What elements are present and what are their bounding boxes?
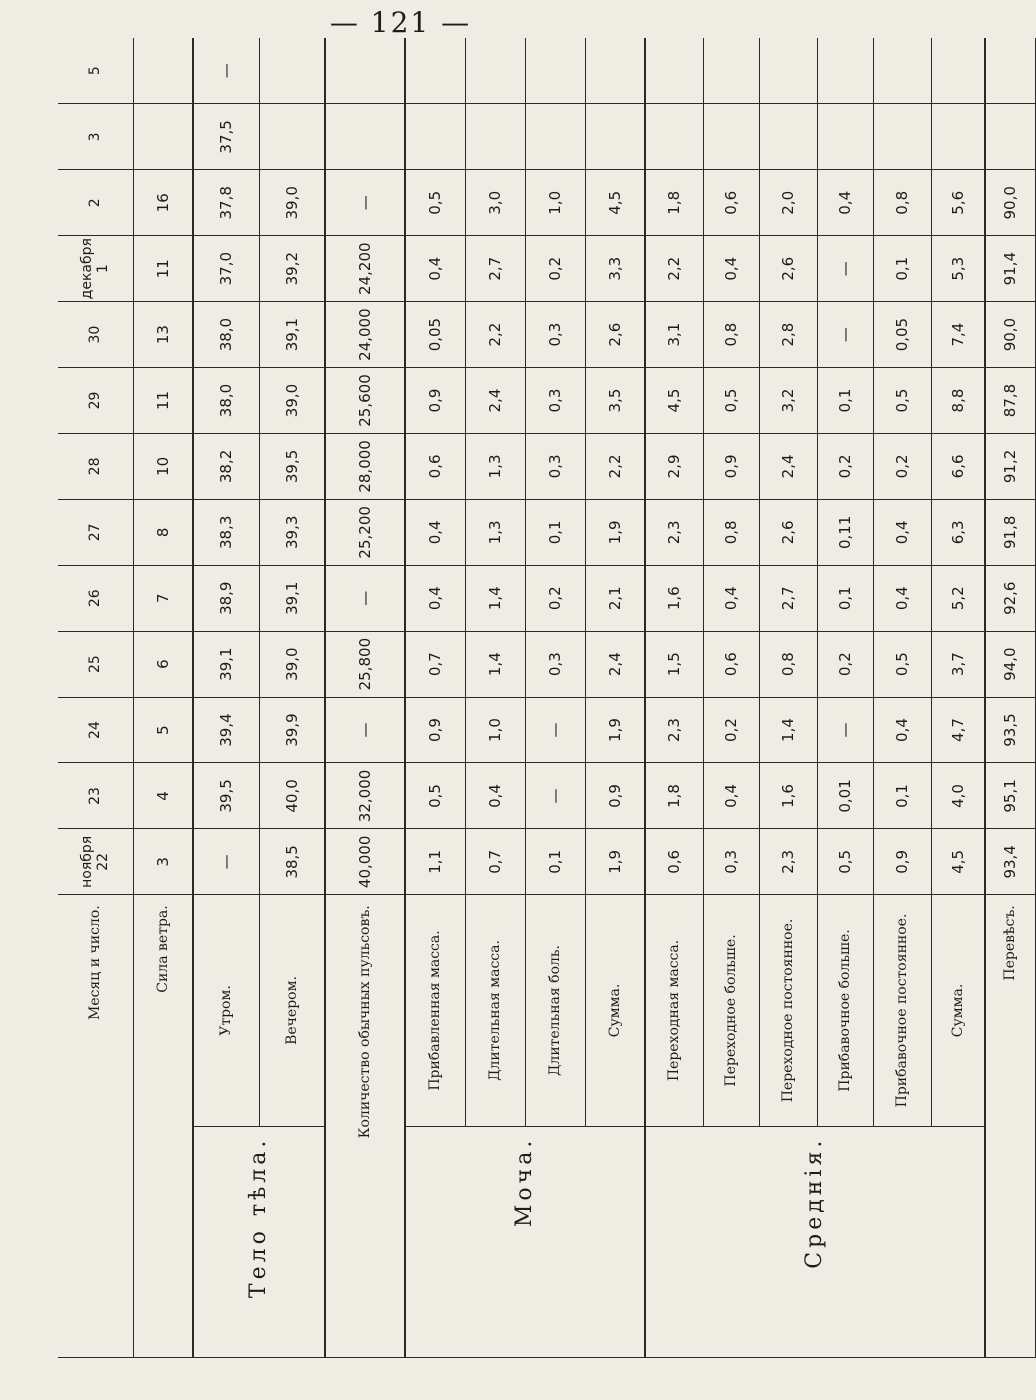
urine-cell	[525, 38, 585, 104]
stool-cell: 0,4	[873, 499, 931, 565]
urine-cell: 0,4	[405, 236, 465, 302]
stool-cell: 1,6	[759, 763, 817, 829]
stool-cell: 0,5	[873, 368, 931, 434]
ratio-cell	[985, 38, 1035, 104]
stool-cell: 5,6	[931, 170, 985, 236]
stool-cell: 0,1	[817, 368, 873, 434]
urine-cell	[405, 38, 465, 104]
stool-cell: 2,4	[759, 433, 817, 499]
stool-cell: 2,8	[759, 302, 817, 368]
pulse-cell: 24,200	[325, 236, 405, 302]
wind-cell: 10	[133, 433, 193, 499]
urine-cell: 1,3	[465, 433, 525, 499]
stool-row-label: Прибавочное постоянное.	[873, 895, 931, 1126]
urine-cell	[465, 38, 525, 104]
urine-cell: 0,3	[525, 302, 585, 368]
stool-cell: 0,8	[759, 631, 817, 697]
stool-cell	[703, 38, 759, 104]
body-cell: 39,0	[259, 170, 325, 236]
pulse-cell: 24,000	[325, 302, 405, 368]
body-cell: —	[193, 829, 259, 895]
pulse-cell	[325, 104, 405, 170]
pulse-cell: 25,600	[325, 368, 405, 434]
body-cell: 38,5	[259, 829, 325, 895]
ratio-cell: 93,4	[985, 829, 1035, 895]
body-cell: 37,5	[193, 104, 259, 170]
stool-cell: 0,2	[817, 433, 873, 499]
stool-cell: 0,9	[873, 829, 931, 895]
urine-cell: 0,9	[405, 697, 465, 763]
stool-cell: 0,1	[817, 565, 873, 631]
wind-cell: 3	[133, 829, 193, 895]
stool-cell: 2,2	[645, 236, 703, 302]
urine-cell	[465, 104, 525, 170]
stool-cell	[645, 38, 703, 104]
body-cell: 39,0	[259, 631, 325, 697]
urine-cell: 2,2	[465, 302, 525, 368]
stool-cell: 0,4	[703, 565, 759, 631]
stool-cell: 0,05	[873, 302, 931, 368]
stool-cell: 5,3	[931, 236, 985, 302]
stool-cell: 0,4	[873, 697, 931, 763]
pulse-cell: 28,000	[325, 433, 405, 499]
stool-cell: 0,5	[873, 631, 931, 697]
date-cell: ноября 22	[58, 829, 133, 895]
stool-cell: 0,3	[703, 829, 759, 895]
date-cell: 25	[58, 631, 133, 697]
stool-cell	[645, 104, 703, 170]
stool-row-label: Переходное больше.	[703, 895, 759, 1126]
date-cell: 27	[58, 499, 133, 565]
page-number: — 121 —	[329, 6, 472, 39]
urine-cell: 0,7	[465, 829, 525, 895]
stool-cell: 1,5	[645, 631, 703, 697]
stool-cell: 2,3	[759, 829, 817, 895]
date-cell: 28	[58, 433, 133, 499]
urine-cell: 1,9	[585, 829, 645, 895]
wind-cell: 11	[133, 236, 193, 302]
urine-cell: 1,4	[465, 565, 525, 631]
date-label: Месяц и число.	[58, 895, 133, 1358]
stool-cell: 1,4	[759, 697, 817, 763]
date-cell: декабря 1	[58, 236, 133, 302]
date-cell: 5	[58, 38, 133, 104]
urine-cell: 0,5	[405, 170, 465, 236]
stool-cell: 2,3	[645, 499, 703, 565]
date-cell: 2	[58, 170, 133, 236]
urine-cell: 1,1	[405, 829, 465, 895]
stool-cell: 4,0	[931, 763, 985, 829]
wind-cell	[133, 104, 193, 170]
ratio-cell: 93,5	[985, 697, 1035, 763]
urine-cell: 0,4	[405, 499, 465, 565]
body-cell: 38,0	[193, 368, 259, 434]
ratio-cell: 94,0	[985, 631, 1035, 697]
stool-cell: 0,1	[873, 763, 931, 829]
urine-group-label	[405, 1126, 645, 1357]
urine-cell: 0,6	[405, 433, 465, 499]
wind-cell: 13	[133, 302, 193, 368]
urine-cell: 0,5	[405, 763, 465, 829]
body-cell: 39,9	[259, 697, 325, 763]
urine-cell: 0,2	[525, 565, 585, 631]
stool-cell	[817, 104, 873, 170]
ratio-cell: 87,8	[985, 368, 1035, 434]
body-cell: 38,0	[193, 302, 259, 368]
urine-cell: 1,4	[465, 631, 525, 697]
stool-cell: 0,01	[817, 763, 873, 829]
stool-cell	[873, 104, 931, 170]
stool-cell: 0,11	[817, 499, 873, 565]
wind-row	[133, 38, 193, 1358]
wind-cell	[133, 38, 193, 104]
stool-cell	[759, 104, 817, 170]
body-cell: 40,0	[259, 763, 325, 829]
body-cell: 38,9	[193, 565, 259, 631]
urine-cell: 0,1	[525, 829, 585, 895]
date-cell: 24	[58, 697, 133, 763]
urine-cell	[405, 104, 465, 170]
body-group-label	[193, 1126, 325, 1357]
stool-row-label: Переходная масса.	[645, 895, 703, 1126]
ratio-cell: 90,0	[985, 302, 1035, 368]
urine-cell	[525, 104, 585, 170]
stool-cell: 0,4	[703, 763, 759, 829]
ratio-cell: 90,0	[985, 170, 1035, 236]
stool-row-label: Прибавочное больше.	[817, 895, 873, 1126]
urine-cell: 0,05	[405, 302, 465, 368]
stool-cell: 0,6	[703, 170, 759, 236]
urine-cell: 0,9	[405, 368, 465, 434]
urine-cell: 0,3	[525, 631, 585, 697]
wind-label: Сила ветра.	[133, 895, 193, 1358]
urine-cell: 4,5	[585, 170, 645, 236]
date-cell: 26	[58, 565, 133, 631]
urine-cell: 1,9	[585, 697, 645, 763]
pulse-cell: 25,800	[325, 631, 405, 697]
body-row	[193, 38, 259, 1358]
stool-cell: 0,4	[817, 170, 873, 236]
stool-cell: 1,8	[645, 170, 703, 236]
body-cell: 39,3	[259, 499, 325, 565]
ratio-cell: 92,6	[985, 565, 1035, 631]
urine-cell: 0,9	[585, 763, 645, 829]
stool-cell: 0,2	[817, 631, 873, 697]
urine-cell: 3,5	[585, 368, 645, 434]
date-row	[58, 38, 133, 1358]
body-cell: 38,3	[193, 499, 259, 565]
urine-cell: 0,4	[405, 565, 465, 631]
ratio-row	[985, 38, 1035, 1358]
urine-row	[405, 38, 465, 1358]
stool-cell: 4,5	[645, 368, 703, 434]
stool-row-label: Переходное постоянное.	[759, 895, 817, 1126]
stool-cell: 0,1	[873, 236, 931, 302]
wind-cell: 16	[133, 170, 193, 236]
date-cell: 30	[58, 302, 133, 368]
wind-cell: 5	[133, 697, 193, 763]
urine-cell: 2,4	[465, 368, 525, 434]
urine-cell: 2,6	[585, 302, 645, 368]
wind-cell: 4	[133, 763, 193, 829]
wind-cell: 8	[133, 499, 193, 565]
stool-cell: 0,9	[703, 433, 759, 499]
body-cell: 38,2	[193, 433, 259, 499]
stool-cell: 2,9	[645, 433, 703, 499]
urine-cell	[585, 38, 645, 104]
ratio-cell: 91,8	[985, 499, 1035, 565]
body-cell: 39,0	[259, 368, 325, 434]
stool-cell	[703, 104, 759, 170]
stool-cell: 7,4	[931, 302, 985, 368]
stool-row-label: Сумма.	[931, 895, 985, 1126]
pulse-cell: —	[325, 565, 405, 631]
stool-cell: 8,8	[931, 368, 985, 434]
urine-cell: 2,4	[585, 631, 645, 697]
pulse-cell	[325, 38, 405, 104]
stool-cell: 1,6	[645, 565, 703, 631]
stool-cell	[873, 38, 931, 104]
body-row-label: Утром.	[193, 895, 259, 1126]
stool-cell: 0,6	[645, 829, 703, 895]
urine-row-label: Длительная боль.	[525, 895, 585, 1126]
stool-row	[645, 38, 703, 1358]
stool-group-text: Среднія.	[802, 1136, 828, 1269]
urine-cell: 3,3	[585, 236, 645, 302]
body-cell: 39,5	[193, 763, 259, 829]
body-cell: 39,1	[259, 302, 325, 368]
body-cell: —	[193, 38, 259, 104]
pulse-cell: 25,200	[325, 499, 405, 565]
urine-cell: —	[525, 763, 585, 829]
stool-cell	[759, 38, 817, 104]
date-cell: 29	[58, 368, 133, 434]
stool-cell: 3,2	[759, 368, 817, 434]
stool-cell: 2,0	[759, 170, 817, 236]
urine-cell: 1,0	[465, 697, 525, 763]
urine-cell: —	[525, 697, 585, 763]
stool-cell: 0,8	[703, 302, 759, 368]
body-group-text: Тело тѣла.	[246, 1136, 272, 1299]
ratio-cell: 91,4	[985, 236, 1035, 302]
stool-cell: 2,7	[759, 565, 817, 631]
body-cell: 39,1	[259, 565, 325, 631]
rotated-table-container	[58, 38, 1020, 1358]
body-cell: 39,5	[259, 433, 325, 499]
stool-cell: 0,6	[703, 631, 759, 697]
urine-row-label: Сумма.	[585, 895, 645, 1126]
urine-cell: 2,2	[585, 433, 645, 499]
stool-cell: 4,5	[931, 829, 985, 895]
stool-cell: 0,4	[703, 236, 759, 302]
stool-cell: 0,8	[703, 499, 759, 565]
body-cell: 37,8	[193, 170, 259, 236]
urine-cell: 0,3	[525, 368, 585, 434]
body-row-label: Вечером.	[259, 895, 325, 1126]
stool-cell: 3,7	[931, 631, 985, 697]
ratio-cell: 91,2	[985, 433, 1035, 499]
stool-cell: —	[817, 697, 873, 763]
urine-row-label: Длительная масса.	[465, 895, 525, 1126]
wind-cell: 7	[133, 565, 193, 631]
body-cell: 39,1	[193, 631, 259, 697]
date-cell: 3	[58, 104, 133, 170]
stool-cell: 0,8	[873, 170, 931, 236]
urine-row-label: Прибавленная масса.	[405, 895, 465, 1126]
stool-cell: 6,3	[931, 499, 985, 565]
stool-cell: 0,4	[873, 565, 931, 631]
ratio-label: Перевѣсъ.	[985, 895, 1035, 1358]
body-cell: 39,4	[193, 697, 259, 763]
pulse-cell: 32,000	[325, 763, 405, 829]
ratio-cell: 95,1	[985, 763, 1035, 829]
body-cell	[259, 104, 325, 170]
stool-cell: 2,6	[759, 499, 817, 565]
stool-cell	[817, 38, 873, 104]
body-cell: 39,2	[259, 236, 325, 302]
stool-cell: 6,6	[931, 433, 985, 499]
body-cell	[259, 38, 325, 104]
stool-cell: 2,3	[645, 697, 703, 763]
stool-cell	[931, 104, 985, 170]
stool-cell	[931, 38, 985, 104]
urine-cell: 1,0	[525, 170, 585, 236]
wind-cell: 11	[133, 368, 193, 434]
stool-cell: 0,5	[817, 829, 873, 895]
urine-cell: 2,1	[585, 565, 645, 631]
stool-cell: 2,6	[759, 236, 817, 302]
urine-cell: 3,0	[465, 170, 525, 236]
stool-cell: 0,2	[703, 697, 759, 763]
urine-cell	[585, 104, 645, 170]
urine-cell: 0,2	[525, 236, 585, 302]
wind-cell: 6	[133, 631, 193, 697]
stool-cell: 0,2	[873, 433, 931, 499]
stool-group-label	[645, 1126, 985, 1357]
urine-cell: 0,1	[525, 499, 585, 565]
pulse-cell: 40,000	[325, 829, 405, 895]
data-table	[58, 38, 1036, 1358]
date-cell: 23	[58, 763, 133, 829]
pulse-cell: —	[325, 697, 405, 763]
stool-cell: 0,5	[703, 368, 759, 434]
pulse-label: Количество обычных пульсовъ.	[325, 895, 405, 1358]
stool-cell: 5,2	[931, 565, 985, 631]
stool-cell: 1,8	[645, 763, 703, 829]
ratio-cell	[985, 104, 1035, 170]
urine-cell: 0,3	[525, 433, 585, 499]
urine-cell: 0,7	[405, 631, 465, 697]
body-cell: 37,0	[193, 236, 259, 302]
urine-cell: 2,7	[465, 236, 525, 302]
urine-cell: 0,4	[465, 763, 525, 829]
stool-cell: —	[817, 302, 873, 368]
stool-cell: 3,1	[645, 302, 703, 368]
urine-cell: 1,3	[465, 499, 525, 565]
pulse-cell: —	[325, 170, 405, 236]
urine-group-text: Моча.	[512, 1136, 538, 1228]
stool-cell: —	[817, 236, 873, 302]
stool-cell: 4,7	[931, 697, 985, 763]
urine-cell: 1,9	[585, 499, 645, 565]
pulse-row	[325, 38, 405, 1358]
